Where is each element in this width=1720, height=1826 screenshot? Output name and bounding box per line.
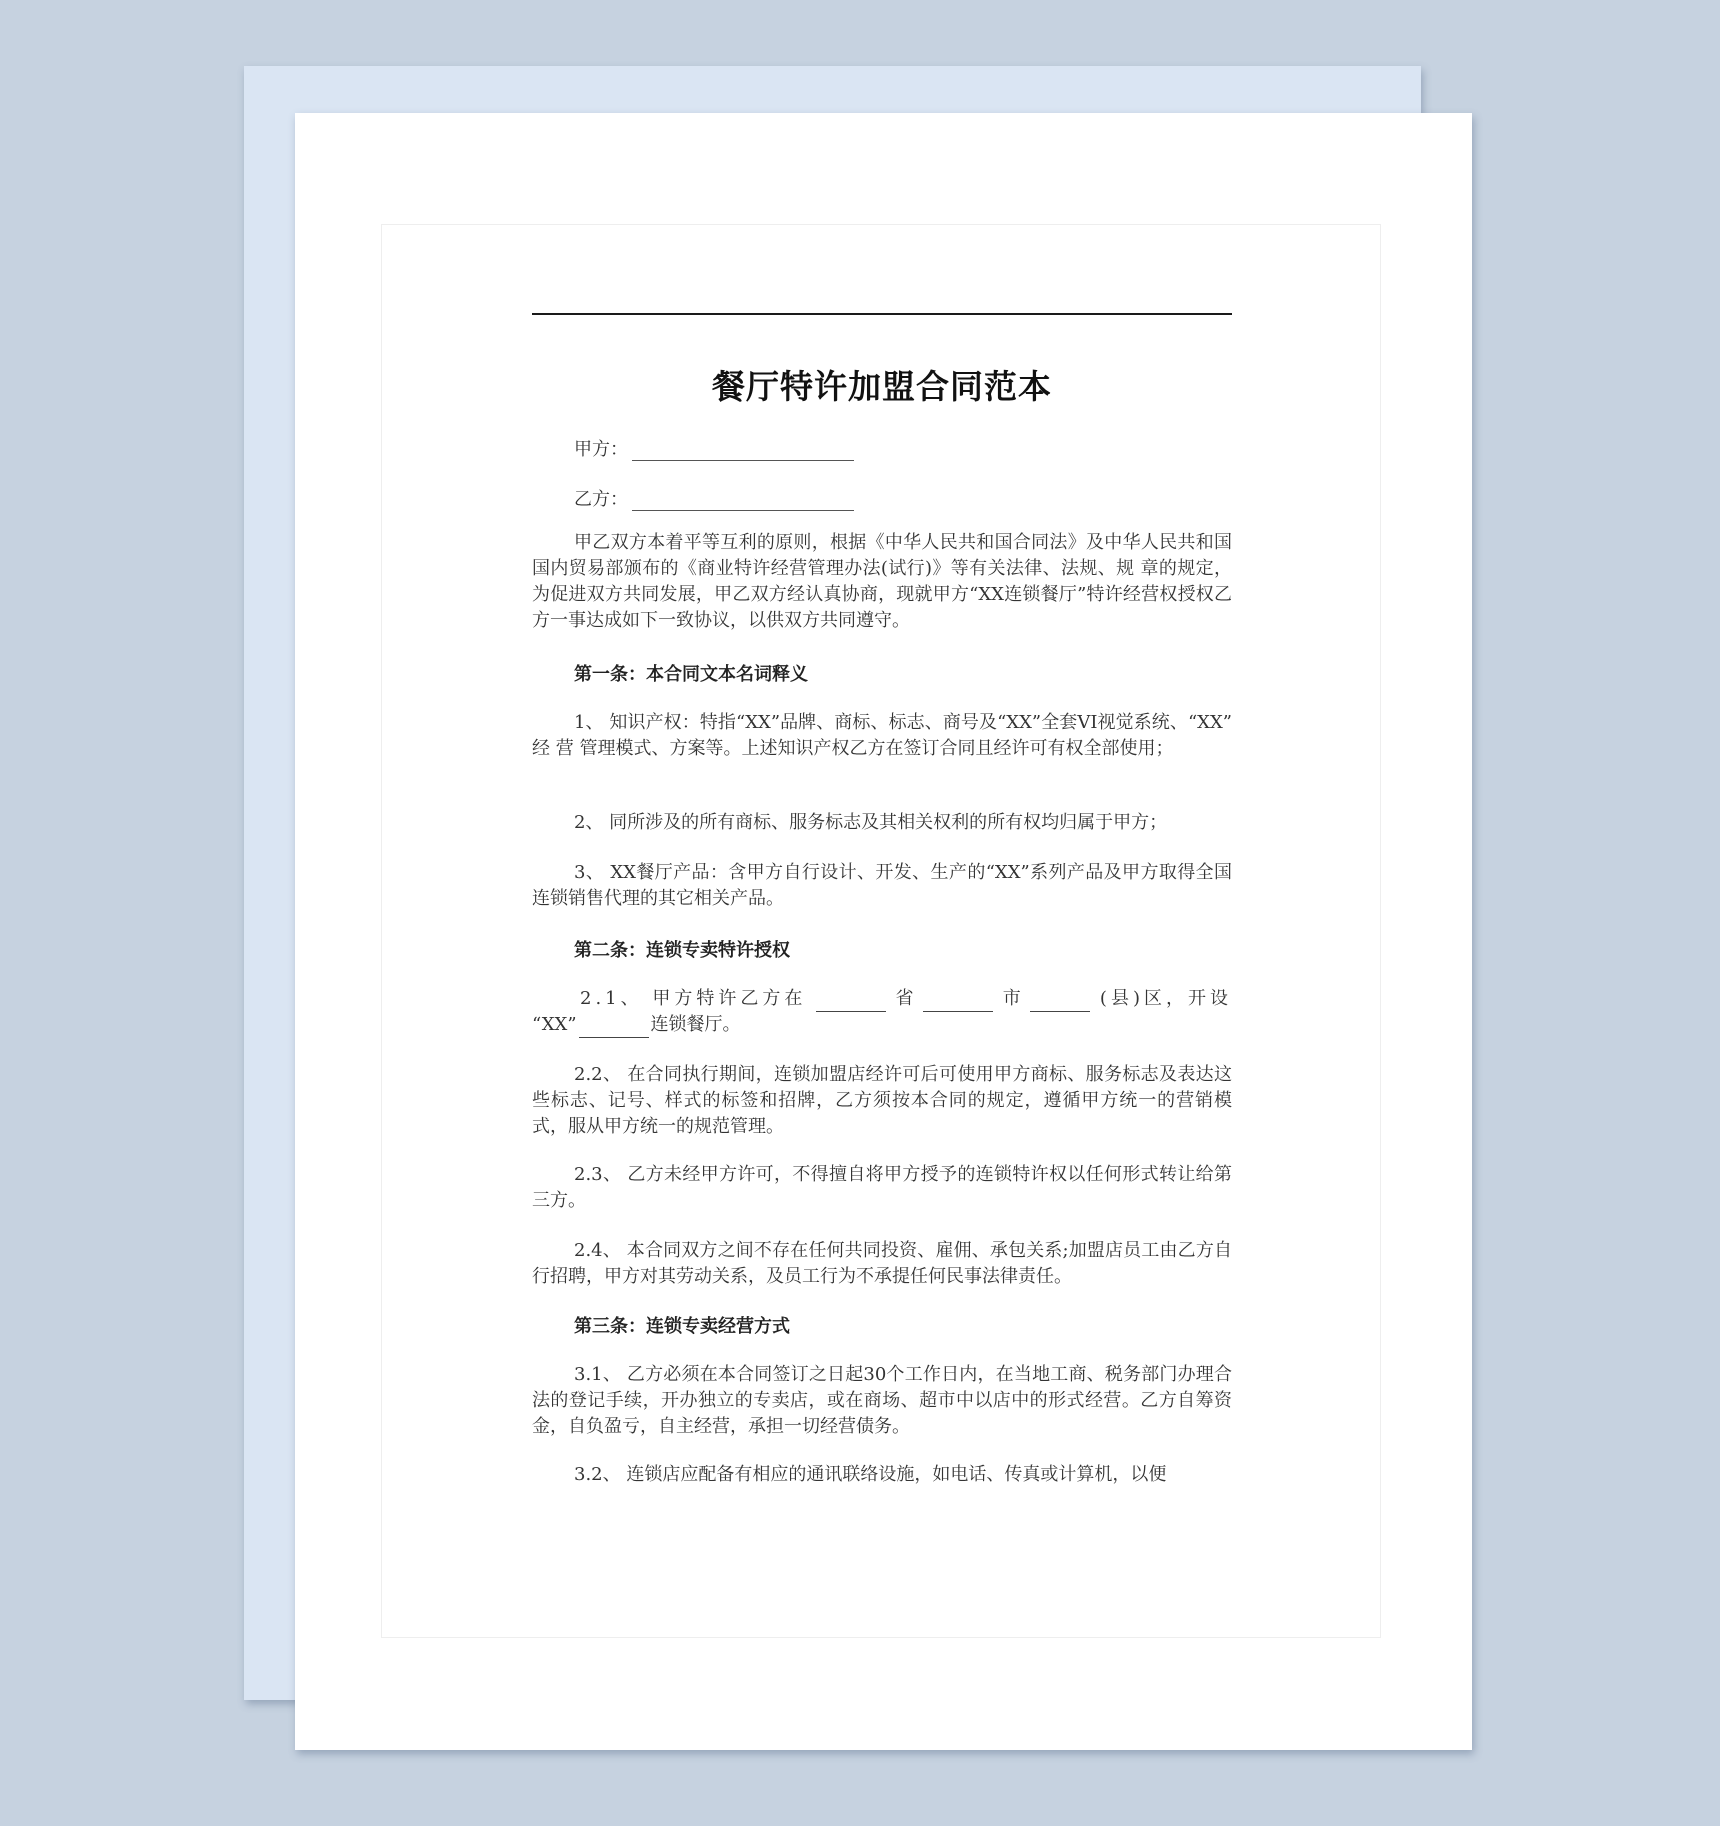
header-rule [532,313,1232,315]
province-label: 省 [895,988,914,1009]
clause-2-1-suffix: 连锁餐厅。 [650,1014,741,1035]
clause-1-3: 3、 XX餐厅产品：含甲方自行设计、开发、生产的“XX”系列产品及甲方取得全国连锁销售代理的其它相关产品。 [532,862,1232,909]
clause-3-1: 3.1、 乙方必须在本合同签订之日起30个工作日内，在当地工商、税务部门办理合法的登记手续，开办独立的专卖店，或在商场、超市中以店中的形式经营。乙方自筹资金，自负盈亏，自主经营，承担一切经营债务。 [532,1364,1232,1437]
party-a-line [574,435,854,461]
section-1-heading: 第一条：本合同文本名词释义 [574,664,808,685]
section-3-heading: 第三条：连锁专卖经营方式 [574,1316,790,1337]
county-label: (县)区，开设 [1099,988,1232,1009]
city-blank[interactable] [923,993,993,1012]
county-blank[interactable] [1030,993,1090,1012]
party-b-label: 乙方： [574,489,628,510]
party-b-blank[interactable] [632,492,854,511]
clause-1-2: 2、 同所涉及的所有商标、服务标志及其相关权利的所有权均归属于甲方； [574,812,1168,833]
document-title: 餐厅特许加盟合同范本 [712,367,1052,406]
preamble-paragraph: 甲乙双方本着平等互利的原则，根据《中华人民共和国合同法》及中华人民共和国国内贸易部颁布的《商业特许经营管理办法(试行)》等有关法律、法规、规 章的规定，为促进双方共同发展，甲乙双方经认真协商，现就甲方“XX连锁餐厅”特许经营权授权乙方一事达成如下一致协议，以供双方共同遵守。 [532,532,1232,631]
clause-2-4: 2.4、 本合同双方之间不存在任何共同投资、雇佣、承包关系;加盟店员工由乙方自行招聘，甲方对其劳动关系，及员工行为不承提任何民事法律责任。 [532,1240,1232,1287]
clause-2-1-prefix: 2.1、 甲方特许乙方在 [580,988,807,1009]
document-page [295,113,1472,1750]
party-b-line [574,485,854,511]
party-a-blank[interactable] [632,442,854,461]
restaurant-name-blank[interactable] [579,1019,649,1038]
clause-3-2: 3.2、 连锁店应配备有相应的通讯联络设施，如电话、传真或计算机，以便 [574,1464,1167,1485]
clause-2-3: 2.3、 乙方未经甲方许可，不得擅自将甲方授予的连锁特许权以任何形式转让给第三方。 [532,1164,1232,1211]
section-2-heading: 第二条：连锁专卖特许授权 [574,940,790,961]
clause-2-2: 2.2、 在合同执行期间，连锁加盟店经许可后可使用甲方商标、服务标志及表达这些标志、记号、样式的标签和招牌，乙方须按本合同的规定，遵循甲方统一的营销模式，服从甲方统一的规范管理。 [532,1064,1232,1137]
city-label: 市 [1002,988,1021,1009]
province-blank[interactable] [816,993,886,1012]
clause-1-1: 1、 知识产权：特指“XX”品牌、商标、标志、商号及“XX”全套VI视觉系统、“XX” 经 营 管理模式、方案等。上述知识产权乙方在签订合同且经许可有权全部使用； [532,712,1232,759]
clause-2-1 [532,986,1232,1038]
party-a-label: 甲方： [574,439,628,460]
brand-label: “XX” [532,1014,577,1035]
